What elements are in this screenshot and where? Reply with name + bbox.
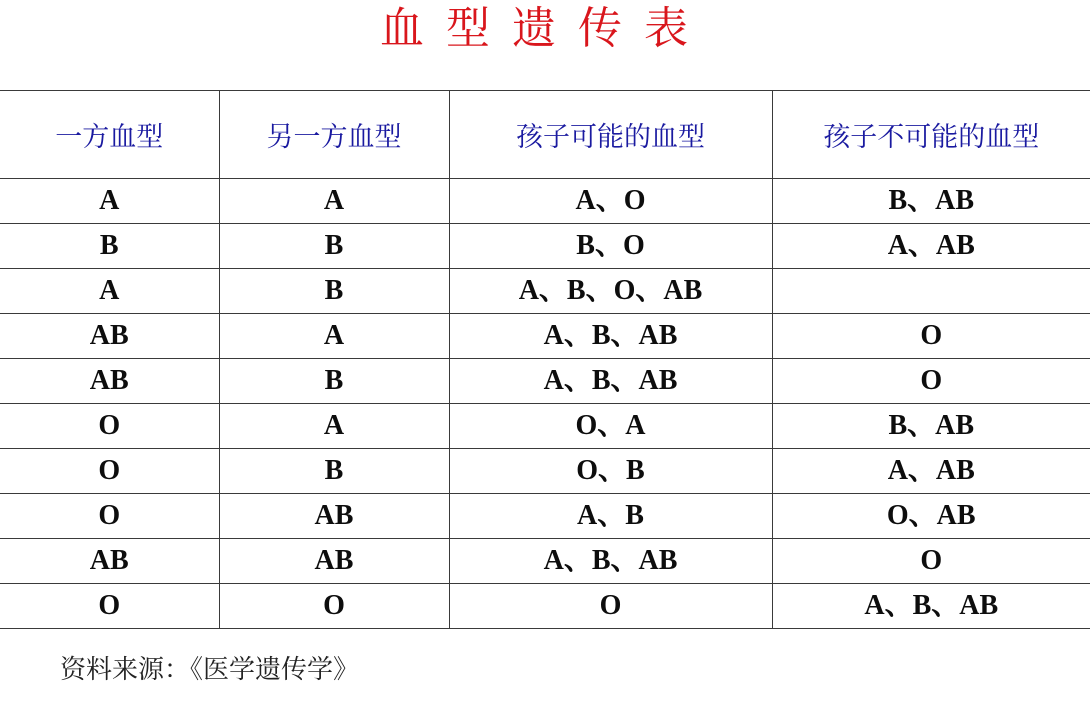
cell-possible-child: A、B、AB [449, 359, 772, 404]
cell-impossible-child: A、B、AB [772, 584, 1090, 629]
cell-parent-one: AB [0, 539, 219, 584]
header-parent-one: 一方血型 [0, 91, 219, 179]
table-row [0, 224, 1090, 269]
cell-parent-one: A [0, 179, 219, 224]
table-row [0, 359, 1090, 404]
cell-parent-two: B [219, 359, 449, 404]
header-row [0, 91, 1090, 179]
table-row [0, 449, 1090, 494]
cell-impossible-child: O [772, 314, 1090, 359]
blood-type-table [0, 90, 1090, 629]
table-row [0, 179, 1090, 224]
table-row [0, 539, 1090, 584]
cell-possible-child: B、O [449, 224, 772, 269]
cell-impossible-child: A、AB [772, 224, 1090, 269]
cell-parent-one: O [0, 584, 219, 629]
header-impossible-child: 孩子不可能的血型 [772, 91, 1090, 179]
table-row [0, 269, 1090, 314]
header-parent-two: 另一方血型 [219, 91, 449, 179]
cell-possible-child: A、B、AB [449, 314, 772, 359]
cell-parent-one: B [0, 224, 219, 269]
cell-parent-two: A [219, 179, 449, 224]
cell-parent-one: O [0, 494, 219, 539]
cell-possible-child: O、A [449, 404, 772, 449]
cell-impossible-child: O [772, 359, 1090, 404]
cell-parent-one: AB [0, 314, 219, 359]
cell-parent-one: AB [0, 359, 219, 404]
cell-possible-child: A、B、AB [449, 539, 772, 584]
cell-parent-two: A [219, 314, 449, 359]
page-title: 血型遗传表 [380, 3, 710, 54]
cell-parent-one: O [0, 404, 219, 449]
cell-possible-child: A、O [449, 179, 772, 224]
table-row [0, 404, 1090, 449]
cell-impossible-child: B、AB [772, 179, 1090, 224]
cell-impossible-child: B、AB [772, 404, 1090, 449]
cell-parent-two: B [219, 224, 449, 269]
table-row [0, 314, 1090, 359]
cell-parent-one: A [0, 269, 219, 314]
table-row [0, 494, 1090, 539]
source-citation: 资料来源：《医学遗传学》 [60, 655, 360, 685]
cell-possible-child: O [449, 584, 772, 629]
cell-parent-two: B [219, 449, 449, 494]
cell-parent-two: AB [219, 539, 449, 584]
table-row [0, 584, 1090, 629]
cell-parent-two: A [219, 404, 449, 449]
cell-possible-child: O、B [449, 449, 772, 494]
cell-impossible-child [772, 269, 1090, 314]
cell-impossible-child: O、AB [772, 494, 1090, 539]
header-possible-child: 孩子可能的血型 [449, 91, 772, 179]
cell-parent-one: O [0, 449, 219, 494]
cell-parent-two: O [219, 584, 449, 629]
cell-parent-two: AB [219, 494, 449, 539]
cell-possible-child: A、B、O、AB [449, 269, 772, 314]
cell-possible-child: A、B [449, 494, 772, 539]
cell-parent-two: B [219, 269, 449, 314]
cell-impossible-child: O [772, 539, 1090, 584]
cell-impossible-child: A、AB [772, 449, 1090, 494]
